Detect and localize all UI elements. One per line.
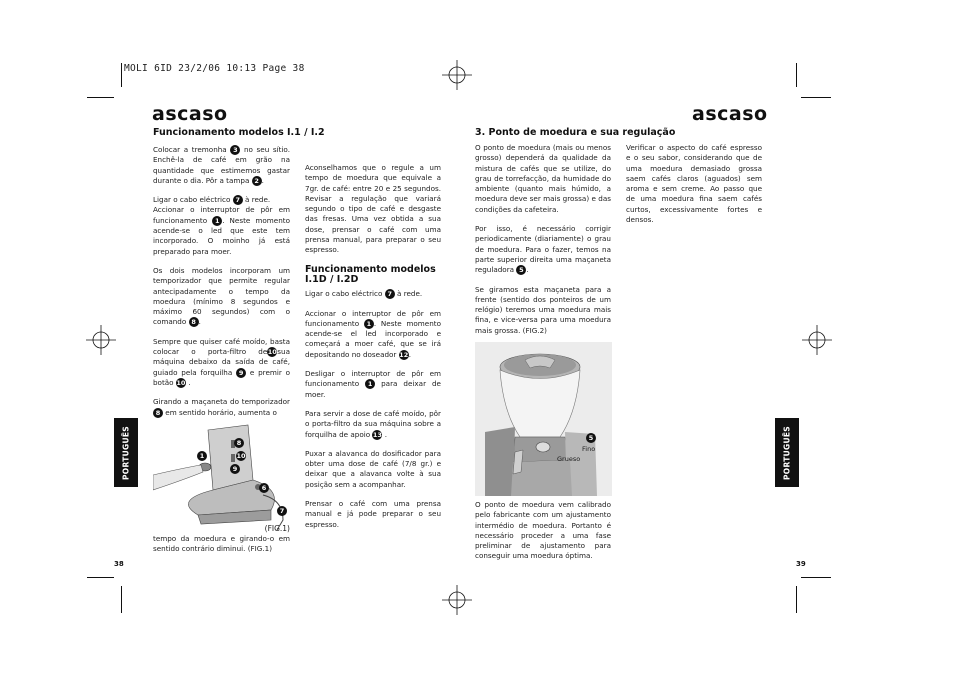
callout-badge: 9 <box>236 368 246 378</box>
paragraph: Accionar o interruptor de pôr em funcionamento 1 . Neste momento acende-se o led que este tem incorporado. O moinho já está preparado para moer. <box>153 205 290 256</box>
paragraph: Para servir a dose de café moído, pôr o porta-filtro da sua máquina sobre a forquilha de apoio 13 . <box>305 408 441 439</box>
language-tab-right: PORTUGUÊS <box>775 418 799 487</box>
figure-label-grueso: Grueso <box>557 455 581 463</box>
callout-badge: 1 <box>365 379 375 389</box>
left-column-1-continued <box>153 534 290 564</box>
registration-mark-right <box>802 325 832 355</box>
callout-badge: 10 <box>267 348 277 357</box>
figure-callout: 1 <box>197 451 207 461</box>
callout-badge: 12 <box>399 350 409 359</box>
callout-badge: 1 <box>364 319 374 329</box>
paragraph: Por isso, é necessário corrigir periodicamente (diariamente) o grau de moedura. Para o fazer, temos na parte superior direita uma maçaneta reguladora 5 . <box>475 224 611 275</box>
section-heading-left: Funcionamento modelos I.1 / I.2 <box>153 127 325 138</box>
callout-badge: 3 <box>230 145 240 155</box>
figure-callout: 8 <box>234 438 244 448</box>
figure-callout: 7 <box>277 506 287 516</box>
subheading: Funcionamento modelos I.1D / I.2D <box>305 263 436 285</box>
callout-badge: 13 <box>372 430 382 439</box>
paragraph: Accionar o interruptor de pôr em funcionamento 1 . Neste momento acende-se el led incorporado e começará a moer café, que se irá depositando no doseador 12. <box>305 308 441 359</box>
page-number-right: 39 <box>796 560 806 568</box>
figure-1 <box>153 420 291 534</box>
grinder-hopper-illustration <box>475 342 612 496</box>
paragraph: O ponto de moedura (mais ou menos grosso) dependerá da qualidade da mistura de cafés que se utilize, do grau de torrefacção, da humidade do ambiente (quanto mais húmido, a moedura deve ser mais grossa) e das condições da cafeteira. <box>475 143 611 214</box>
grinder-base-illustration <box>153 420 291 534</box>
callout-badge: 10 <box>176 378 186 387</box>
paragraph: Os dois modelos incorporam um temporizador que permite regular antecipadamente o tempo da moedura (mínimo 8 segundos e máximo 60 segundos) com o comando 8 . <box>153 265 290 327</box>
callout-badge: 1 <box>212 216 222 226</box>
paragraph: Puxar a alavanca do dosificador para obter uma dose de café (7/8 gr.) e deixar que a alavanca volte à sua posição sem a acompanhar. <box>305 448 441 489</box>
left-column-1 <box>153 145 290 427</box>
paragraph: O ponto de moedura vem calibrado pelo fabricante com um ajustamento intermédio de moedura. Portanto é necessário proceder a uma fase preliminar de ajustamento para conseguir uma moedura óptima. <box>475 500 611 561</box>
right-column-1-continued <box>475 500 611 571</box>
figure-caption: (FIG.1) <box>264 524 290 533</box>
brand-logo-left: ascaso <box>152 103 228 125</box>
paragraph: Ligar o cabo eléctrico 7 à rede. <box>153 195 271 205</box>
paragraph: Desligar o interruptor de pôr em funcionamento 1 para deixar de moer. <box>305 369 441 399</box>
paragraph: Aconselhamos que o regule a um tempo de moedura que equivale a 7gr. de café: entre 20 e 25 segundos. Revisar a regulação que variará segundo o tipo de café e desgaste das fresas. Uma vez obtida a sua dose, prensar o café com uma prensa manual, para preparar o seu espresso. <box>305 163 441 255</box>
paragraph: Sempre que quiser café moído, basta colocar o porta-filtro de10sua máquina debaixo da saída de café, guiado pela forquilha 9 e premir o botão 10 . <box>153 336 291 387</box>
paragraph: Ligar o cabo eléctrico 7 à rede. <box>305 289 423 299</box>
paragraph: Colocar a tremonha 3 no seu sítio. Enchê-la de café em grão na quantidade que estimemos gastar durante o dia. Pôr a tampa 2 . <box>153 145 290 185</box>
callout-badge: 7 <box>233 195 243 205</box>
paragraph: tempo da moedura e girando-o em sentido contrário diminui. (FIG.1) <box>153 534 290 554</box>
brand-logo-right: ascaso <box>692 103 768 125</box>
paragraph: Verificar o aspecto do café espresso e o seu sabor, considerando que de uma moedura demasiado grossa saem cafés claros (aguados) sem aroma e sem creme. Ao passo que de uma moedura fina saem cafés curtos, excessivamente fortes e densos. <box>626 143 762 225</box>
paragraph: Prensar o café com uma prensa manual e já pode preparar o seu espresso. <box>305 499 441 529</box>
registration-mark-left <box>86 325 116 355</box>
left-column-2 <box>305 163 441 539</box>
figure-2 <box>475 342 612 496</box>
print-slug: MOLI 6ID 23/2/06 10:13 Page 38 <box>124 63 305 74</box>
callout-badge: 8 <box>189 317 199 327</box>
figure-callout: 6 <box>259 483 269 493</box>
paragraph: Girando a maçaneta do temporizador 8 em sentido horário, aumenta o <box>153 397 290 417</box>
figure-callout: 9 <box>230 464 240 474</box>
page-number-left: 38 <box>114 560 124 568</box>
language-tab-left: PORTUGUÊS <box>114 418 138 487</box>
right-column-2 <box>626 143 762 234</box>
registration-mark-bottom <box>442 585 472 615</box>
figure-label-fino: Fino <box>582 445 596 453</box>
callout-badge: 8 <box>153 408 163 418</box>
callout-badge: 5 <box>516 265 526 275</box>
section-heading-right: 3. Ponto de moedura e sua regulação <box>475 127 676 138</box>
callout-badge: 7 <box>385 289 395 299</box>
right-column-1 <box>475 143 611 345</box>
registration-mark-top <box>442 60 472 90</box>
paragraph: Se giramos esta maçaneta para a frente (sentido dos ponteiros de um relógio) teremos uma moedura mais fina, e vice-versa para uma moedura mais grossa. (FIG.2) <box>475 284 611 335</box>
figure-callout: 10 <box>236 452 246 460</box>
figure-callout: 5 <box>586 433 596 443</box>
callout-badge: 2 <box>252 176 262 186</box>
